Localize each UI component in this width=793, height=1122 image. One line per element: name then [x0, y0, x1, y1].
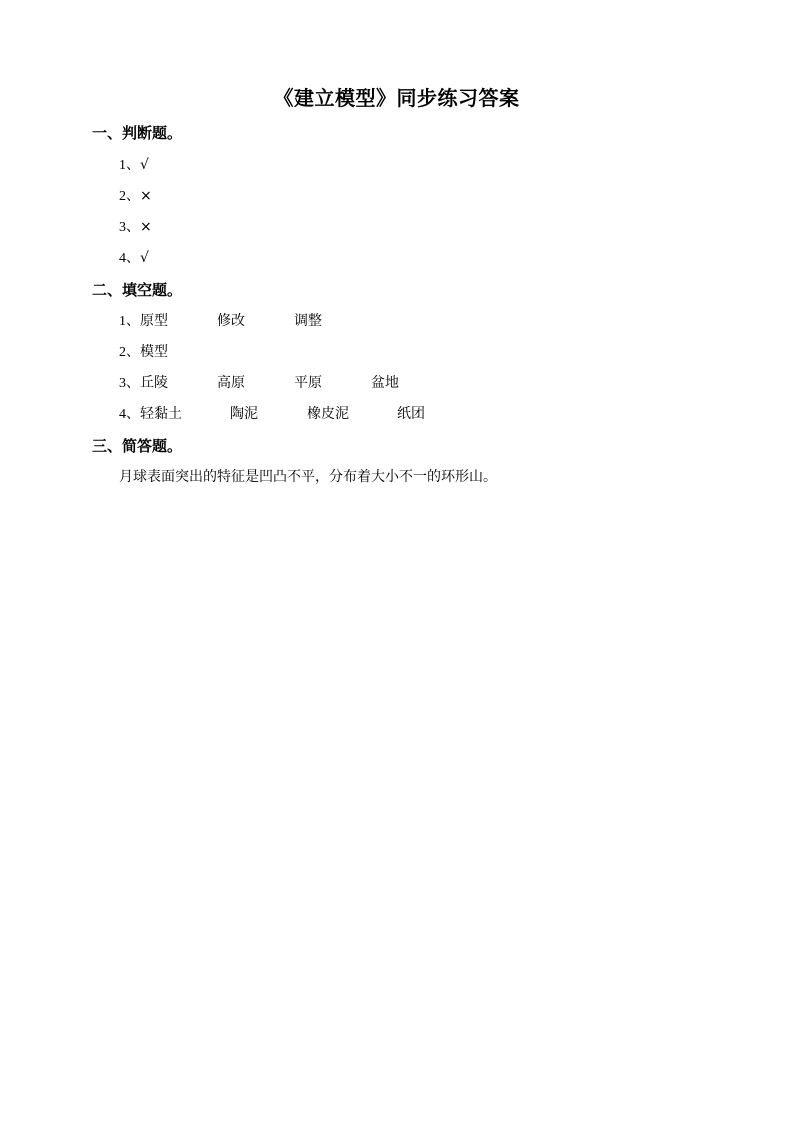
fill-blank-answer: 高原 — [217, 375, 245, 391]
short-answer-text: 月球表面突出的特征是凹凸不平，分布着大小不一的环形山。 — [119, 469, 497, 485]
judgement-item-2 — [119, 186, 152, 207]
item-number: 3、 — [119, 220, 140, 235]
judgement-answer: √ — [140, 157, 149, 173]
section-heading-short-answer: 三、简答题。 — [92, 437, 183, 455]
document-title: 《建立模型》同步练习答案 — [273, 86, 520, 110]
item-number: 4、 — [119, 251, 140, 266]
fill-blank-answer: 橡皮泥 — [307, 406, 349, 422]
item-number: 2、 — [119, 345, 140, 360]
section-heading-judgement: 一、判断题。 — [92, 124, 183, 142]
item-number: 3、 — [119, 376, 140, 391]
judgement-answer: × — [140, 188, 152, 204]
fill-blank-answer: 陶泥 — [230, 406, 258, 422]
section-heading-fill-blank: 二、填空题。 — [92, 281, 183, 299]
fill-blank-answer: 修改 — [217, 313, 245, 329]
judgement-item-3 — [119, 217, 152, 238]
fill-blank-item-2 — [119, 342, 168, 363]
item-number: 2、 — [119, 189, 140, 204]
item-number: 1、 — [119, 158, 140, 173]
judgement-answer: √ — [140, 250, 149, 266]
fill-blank-answer: 模型 — [140, 344, 168, 360]
judgement-answer: × — [140, 219, 152, 235]
fill-blank-item-4 — [119, 404, 425, 425]
fill-blank-answer: 调整 — [294, 313, 322, 329]
fill-blank-answer: 轻黏土 — [140, 406, 182, 422]
fill-blank-answer: 纸团 — [397, 406, 425, 422]
item-number: 4、 — [119, 407, 140, 422]
judgement-item-4 — [119, 248, 149, 269]
fill-blank-answer: 原型 — [140, 313, 168, 329]
fill-blank-answer: 盆地 — [371, 375, 399, 391]
fill-blank-item-1 — [119, 311, 322, 332]
item-number: 1、 — [119, 314, 140, 329]
fill-blank-item-3 — [119, 373, 399, 394]
fill-blank-answer: 平原 — [294, 375, 322, 391]
fill-blank-answer: 丘陵 — [140, 375, 168, 391]
judgement-item-1 — [119, 155, 149, 176]
